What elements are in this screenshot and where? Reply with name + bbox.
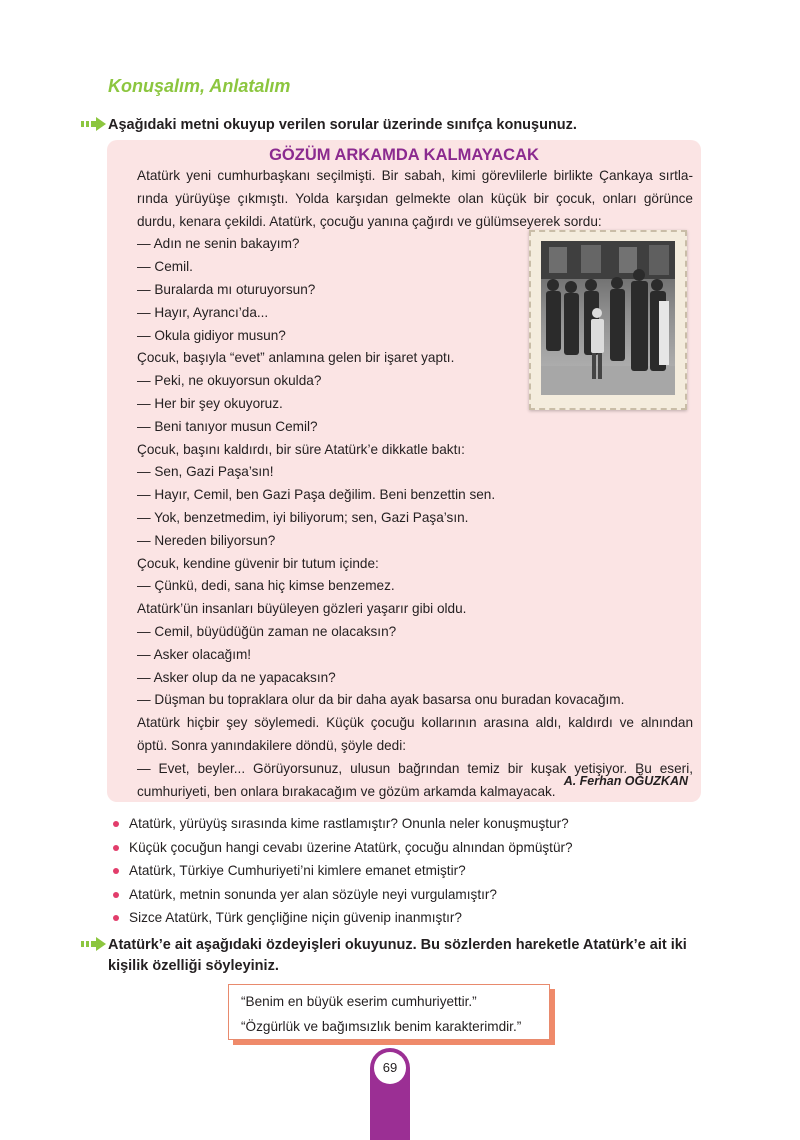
story-line: — Sen, Gazi Paşa’sın! [137,464,274,480]
story-line: — Hayır, Cemil, ben Gazi Paşa değilim. Beni benzettin sen. [137,487,496,503]
story-author: A. Ferhan OĞUZKAN [563,774,688,788]
right-arrow-icon [81,116,107,132]
story-line: — Düşman bu topraklara olur da bir daha ayak basarsa onu buradan kovacağım. [137,692,625,708]
list-item [112,883,712,907]
story-line: — Buralarda mı oturuyorsun? [137,281,316,297]
list-item [112,859,712,883]
question-list [112,812,712,930]
story-line: — Çünkü, dedi, sana hiç kimse benzemez. [137,578,395,594]
bullet-dot-icon [113,892,119,898]
story-line: — Her bir şey okuyoruz. [137,395,283,411]
story-paragraph-end-2: — Evet, beyler... Görüyorsunuz, ulusun bağrından temiz bir kuşak yetişiyor. Bu eseri, cumhuriyeti, ben onlara bırakacağım ve gözüm arkamda kalmayacak. [137,760,693,799]
question-text: Küçük çocuğun hangi cevabı üzerine Atatürk, çocuğu alnından öpmüştür? [129,839,573,855]
quote-2: “Özgürlük ve bağımsızlık benim karakterimdir.” [241,1019,522,1034]
story-line: — Asker olacağım! [137,646,252,662]
quote-box [228,984,550,1040]
story-line: — Cemil. [137,259,193,275]
bullet-dot-icon [113,821,119,827]
bullet-dot-icon [113,845,119,851]
quote-1: “Benim en büyük eserim cumhuriyettir.” [241,994,477,1009]
story-line: Çocuk, başıyla “evet” anlamına gelen bir işaret yaptı. [137,350,455,366]
story-line: — Cemil, büyüdüğün zaman ne olacaksın? [137,623,397,639]
story-title: GÖZÜM ARKAMDA KALMAYACAK [269,146,539,164]
question-text: Atatürk, metnin sonunda yer alan sözüyle neyi vurgulamıştır? [129,886,497,902]
bullet-dot-icon [113,868,119,874]
question-text: Atatürk, yürüyüş sırasında kime rastlamıştır? Onunla neler konuşmuştur? [129,816,569,831]
story-line: — Okula gidiyor musun? [137,327,286,343]
section-heading: Konuşalım, Anlatalım [108,76,291,96]
list-item [112,812,712,836]
story-line: — Peki, ne okuyorsun okulda? [137,373,322,389]
story-text [137,165,693,803]
story-line: Çocuk, başını kaldırdı, bir süre Atatürk’e dikkatle baktı: [137,441,465,457]
instruction-2-text: Atatürk’e ait aşağıdaki özdeyişleri okuyunuz. Bu sözlerden hareketle Atatürk’e ait iki kişilik özelliği söyleyiniz. [108,937,687,974]
list-item [112,836,712,860]
story-line: Atatürk’ün insanları büyüleyen gözleri yaşarır gibi oldu. [137,601,467,617]
story-line: — Adın ne senin bakayım? [137,236,300,252]
instruction-1-text: Aşağıdaki metni okuyup verilen sorular üzerinde sınıfça konuşunuz. [108,117,577,133]
question-text: Sizce Atatürk, Türk gençliğine niçin güvenip inanmıştır? [129,910,462,925]
story-line: — Hayır, Ayrancı’da... [137,304,269,320]
story-line: — Yok, benzetmedim, iyi biliyorum; sen, Gazi Paşa’sın. [137,509,469,525]
story-line: — Nereden biliyorsun? [137,532,276,548]
story-paragraph-end-1: Atatürk hiçbir şey söylemedi. Küçük çocuğu kollarının arasına aldı, kaldırdı ve alnından öptü. Sonra yanındakilere döndü, şöyle dedi: [137,715,693,753]
story-line: Çocuk, kendine güvenir bir tutum içinde: [137,555,379,571]
page-tab [370,1048,410,1140]
page-number: 69 [374,1052,406,1084]
story-line: — Beni tanıyor musun Cemil? [137,418,318,434]
list-item [112,906,712,930]
story-line: — Asker olup da ne yapacaksın? [137,669,336,685]
question-text: Atatürk, Türkiye Cumhuriyeti’ni kimlere emanet etmiştir? [129,863,466,878]
right-arrow-icon [81,936,107,952]
bullet-dot-icon [113,915,119,921]
story-intro: Atatürk yeni cumhurbaşkanı seçilmişti. Bir sabah, kimi görevlilerle birlikte Çankaya sırtlarında yürüyüşe çıkmıştı. Yolda karşıdan gelmekte olan küçük bir çocuk, onları görünce durdu, kenara çekildi. Atatürk, çocuğu yanına çağırdı ve gülümseyerek sordu: [137,168,693,229]
